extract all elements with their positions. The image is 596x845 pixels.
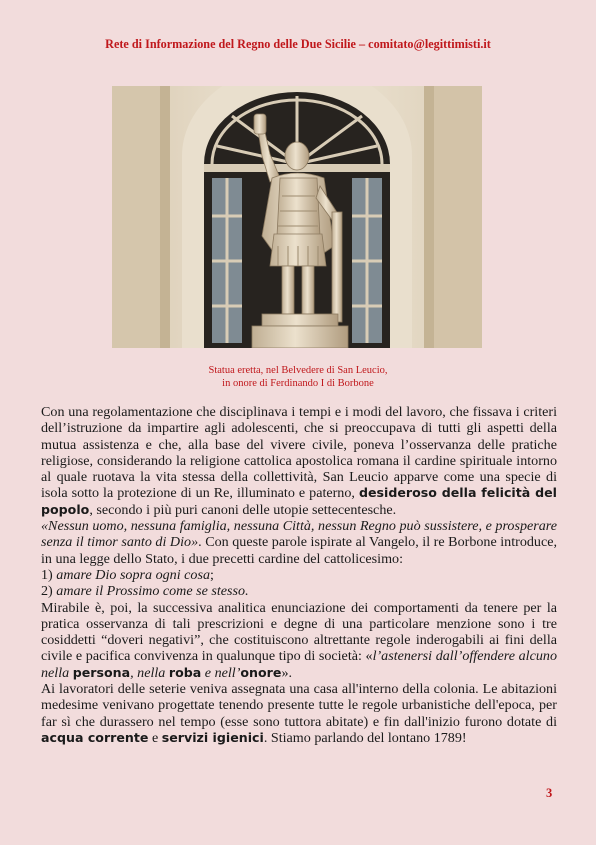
article-body [41, 404, 557, 746]
p2-text: . Con queste parole ispirate al Vangelo, il re Borbone introduce, in una legge dello Stato, i due precetti cardine del cattolicesimo: [41, 534, 558, 567]
paragraph-2 [41, 518, 557, 567]
p3-bold-2: roba [168, 664, 202, 680]
p3-text: Mirabile è, poi, la successiva analitica enunciazione dei comportamenti da tenere per la pratica osservanza di tali prescrizioni e degne di una particolare menzione sono i tre cosiddetti “doveri negativi”, che costituiscono altrettante regole inderogabili ai fini della civile e pacifica convivenza in qualunque tipo di società: « [41, 599, 557, 665]
paragraph-4 [41, 681, 557, 746]
p1-text: Con una regolamentazione che disciplinava i tempi e i modi del lavoro, che fissava i criteri dell’istruzione da impartire agli adolescenti, che si preoccupava di tutti gli aspetti della mutua assistenza e che, alla base del vivere civile, poneva l’osservanza delle pratiche religiose, considerando la religione cattolica apostolica romana il cardine spirituale intorno al quale ruotava la vita stessa della collettività, San Leucio apparve come una specie di isola sotto la protezione di un Re, illuminato e paterno, [41, 404, 557, 502]
list-text-1: amare Dio sopra ogni cosa [56, 566, 210, 583]
list-end-1: ; [210, 566, 214, 583]
p1-bold: desideroso della felicità del popolo [41, 485, 558, 517]
p4-end: . Stiamo parlando del lontano 1789! [263, 729, 467, 746]
p3-italic-1: l’astenersi dall’offendere alcuno nella [41, 648, 557, 681]
paragraph-3 [41, 600, 557, 681]
p4-text: Ai lavoratori delle seterie veniva assegnata una casa all'interno della colonia. Le abitazioni medesime venivano progettate tenendo presente tutte le regole urbanistiche dell'epoca, per far sì che durassero nel tempo (esse sono tuttora abitate) e fin dall'inizio furono dotate di [41, 681, 557, 730]
list-text-2: amare il Prossimo come se stesso. [56, 583, 249, 600]
p1-text-end: , secondo i più puri canoni delle utopie settecentesche. [89, 501, 397, 518]
statue-photo [112, 86, 482, 348]
p3-bold-3: onore [240, 664, 282, 680]
caption-line-2: in onore di Ferdinando I di Borbone [222, 378, 374, 389]
paragraph-1 [41, 404, 557, 518]
p4-bold-2: servizi igienici [161, 729, 264, 745]
caption-line-1: Statua eretta, nel Belvedere di San Leucio, [208, 365, 388, 376]
page-number: 3 [546, 786, 553, 800]
list-item-1 [41, 567, 557, 583]
page-header: Rete di Informazione del Regno delle Due Sicilie – comitato@legittimisti.it [105, 37, 491, 51]
p3-italic-3: e nell’ [201, 664, 241, 681]
p3-bold-1: persona [72, 664, 131, 680]
p3-italic-2: , nella [130, 664, 169, 681]
p4-bold-1: acqua corrente [41, 729, 149, 745]
p2-quote: «Nessun uomo, nessuna famiglia, nessuna Città, nessun Regno può sussistere, e prosperare senza il timor santo di Dio» [41, 518, 557, 551]
list-num-1: 1) [41, 566, 57, 583]
list-item-2 [41, 583, 557, 599]
p3-end: ». [281, 664, 293, 681]
figure-caption [0, 364, 596, 390]
list-num-2: 2) [41, 583, 57, 600]
p4-mid: e [148, 729, 162, 746]
